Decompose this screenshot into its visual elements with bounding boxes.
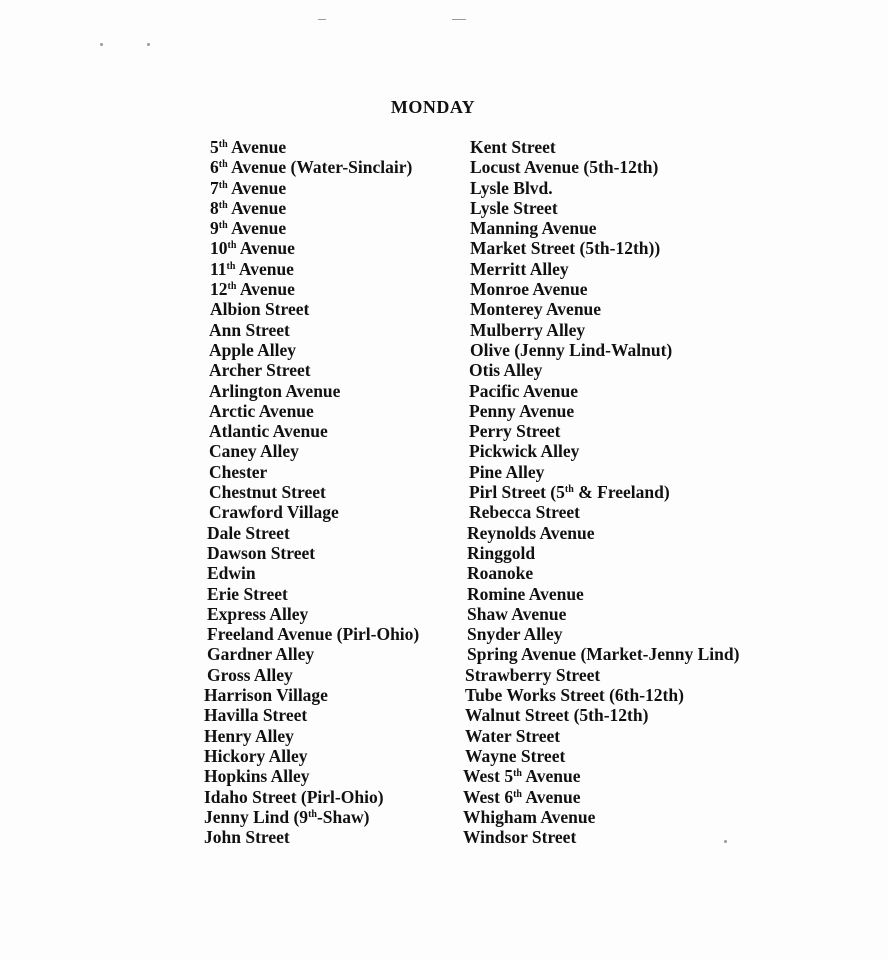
street-list-item	[210, 198, 419, 218]
street-name-text: Arlington Avenue	[209, 380, 341, 401]
street-name-text: Edwin	[207, 563, 256, 584]
street-list-item	[469, 482, 739, 502]
street-list-item	[207, 665, 419, 685]
street-name-text: Walnut Street (5th-12th)	[465, 705, 649, 726]
street-list-item	[469, 462, 739, 482]
street-name-text: Harrison Village	[204, 685, 328, 706]
street-name-text: Windsor Street	[463, 827, 577, 848]
ordinal-suffix: th	[226, 260, 236, 272]
street-list-item	[209, 421, 419, 441]
street-name-suffix-text: Avenue	[227, 218, 287, 239]
street-name-text: Monroe Avenue	[470, 279, 588, 300]
street-name-text: Arctic Avenue	[209, 400, 314, 421]
street-list-item	[463, 827, 739, 847]
street-name-text: Whigham Avenue	[463, 806, 596, 827]
street-name-text: Snyder Alley	[467, 624, 563, 645]
street-name-text: Express Alley	[207, 603, 309, 624]
street-list-item	[465, 746, 739, 766]
street-list-item	[463, 766, 739, 786]
street-name-text: Kent Street	[470, 137, 556, 157]
street-list-item	[209, 381, 419, 401]
ordinal-suffix: th	[513, 788, 522, 800]
street-list-item	[470, 178, 739, 198]
scan-speck	[452, 19, 466, 20]
street-name-text: Romine Avenue	[467, 583, 584, 604]
street-name-text: Market Street (5th-12th))	[470, 238, 661, 259]
scan-speck	[147, 43, 150, 46]
street-list-item	[467, 604, 739, 624]
ordinal-suffix: th	[227, 240, 237, 252]
street-name-suffix-text: Avenue	[236, 279, 295, 300]
street-list-item	[204, 827, 419, 847]
street-list-item	[469, 360, 739, 380]
street-name-text: Pacific Avenue	[469, 380, 579, 401]
street-name-text: 7	[210, 177, 219, 198]
street-list-item	[207, 584, 419, 604]
ordinal-suffix: th	[513, 768, 522, 780]
street-name-text: Henry Alley	[204, 725, 294, 746]
street-list-item	[210, 299, 419, 319]
street-list-item	[204, 685, 419, 705]
street-name-suffix-text: Avenue	[521, 786, 581, 807]
street-list-item	[470, 137, 739, 157]
street-name-text: Olive (Jenny Lind-Walnut)	[470, 339, 673, 360]
street-name-text: Hickory Alley	[204, 745, 308, 766]
street-name-text: Strawberry Street	[465, 664, 601, 685]
street-name-text: 5	[210, 137, 219, 157]
street-list-item	[207, 604, 419, 624]
street-list-item	[209, 401, 419, 421]
street-list-item	[465, 705, 739, 725]
street-name-suffix-text: Avenue	[227, 177, 287, 198]
ordinal-suffix: th	[218, 159, 228, 171]
street-list-item	[463, 787, 739, 807]
street-name-text: John Street	[204, 827, 290, 848]
street-name-text: Otis Alley	[469, 360, 543, 381]
street-name-suffix-text: Avenue	[235, 258, 294, 279]
street-name-text: 10	[210, 238, 228, 259]
street-list-item	[207, 624, 419, 644]
street-list-item	[209, 320, 419, 340]
street-name-text: Archer Street	[209, 360, 311, 381]
street-list-item	[207, 644, 419, 664]
street-list-item	[210, 218, 419, 238]
street-list-item	[470, 198, 739, 218]
street-list-item	[204, 807, 419, 827]
street-list-item	[210, 178, 419, 198]
street-list-item	[204, 746, 419, 766]
street-list-item	[207, 523, 419, 543]
street-name-text: Dale Street	[207, 522, 290, 543]
street-name-text: Mulberry Alley	[470, 319, 586, 340]
street-name-text: Hopkins Alley	[204, 766, 310, 787]
street-name-text: Shaw Avenue	[467, 603, 567, 624]
street-list-item	[470, 340, 739, 360]
street-name-text: Gardner Alley	[207, 644, 315, 665]
street-name-text: Tube Works Street (6th-12th)	[465, 685, 684, 706]
ordinal-suffix: th	[218, 199, 228, 211]
street-name-suffix-text: & Freeland)	[573, 482, 670, 503]
street-name-text: Apple Alley	[209, 339, 297, 360]
street-list-item	[470, 238, 739, 258]
street-name-text: Water Street	[465, 725, 561, 746]
street-name-text: West 6	[463, 786, 514, 807]
street-list-item	[204, 726, 419, 746]
street-name-text: Reynolds Avenue	[467, 522, 595, 543]
street-name-suffix-text: Avenue	[236, 238, 295, 259]
street-name-text: Erie Street	[207, 583, 288, 604]
street-name-text: 12	[210, 279, 228, 300]
street-list-item	[470, 218, 739, 238]
ordinal-suffix: th	[218, 179, 228, 191]
street-name-text: Perry Street	[469, 421, 561, 442]
street-list-item	[204, 766, 419, 786]
street-name-text: Ringgold	[467, 542, 536, 563]
street-list-item	[467, 624, 739, 644]
street-name-text: Pine Alley	[469, 461, 545, 482]
street-name-text: Albion Street	[210, 299, 310, 320]
street-name-text: Idaho Street (Pirl-Ohio)	[204, 786, 384, 807]
street-list-item	[467, 644, 739, 664]
street-name-text: Freeland Avenue (Pirl-Ohio)	[207, 624, 420, 645]
street-name-text: Monterey Avenue	[470, 299, 602, 320]
street-name-text: Atlantic Avenue	[209, 421, 328, 442]
street-name-suffix-text: -Shaw)	[316, 806, 370, 827]
street-name-text: Spring Avenue (Market-Jenny Lind)	[467, 644, 740, 665]
street-name-suffix-text: Avenue	[521, 766, 581, 787]
street-name-text: Merritt Alley	[470, 258, 569, 279]
street-name-text: Lysle Blvd.	[470, 177, 553, 198]
street-list-item	[469, 502, 739, 522]
street-name-suffix-text: Avenue	[227, 137, 287, 157]
street-list-item	[469, 421, 739, 441]
street-name-text: Lysle Street	[470, 197, 558, 218]
street-name-text: Ann Street	[209, 319, 290, 340]
street-name-text: Locust Avenue (5th-12th)	[470, 157, 659, 178]
street-name-text: Manning Avenue	[470, 218, 597, 239]
ordinal-suffix: th	[564, 484, 574, 496]
street-list-left	[204, 137, 420, 848]
street-list-item	[207, 563, 419, 583]
street-list-item	[210, 238, 419, 258]
street-list-item	[467, 584, 739, 604]
street-name-text: Chestnut Street	[209, 482, 326, 503]
street-list-item	[210, 137, 419, 157]
street-name-text: 6	[210, 157, 219, 178]
street-name-text: Dawson Street	[207, 542, 316, 563]
street-name-text: Rebecca Street	[469, 502, 580, 523]
street-name-text: Crawford Village	[209, 502, 339, 523]
street-list-item	[470, 299, 739, 319]
street-list-item	[209, 340, 419, 360]
ordinal-suffix: th	[218, 220, 228, 232]
street-list-item	[209, 360, 419, 380]
street-list-item	[465, 665, 739, 685]
street-name-text: Jenny Lind (9	[204, 806, 309, 827]
street-name-text: Roanoke	[467, 563, 534, 584]
street-list-item	[465, 726, 739, 746]
street-name-text: West 5	[463, 766, 514, 787]
street-name-text: 11	[210, 258, 227, 279]
street-list-item	[210, 279, 419, 299]
ordinal-suffix: th	[218, 139, 228, 150]
street-list-item	[469, 441, 739, 461]
street-name-text: Pirl Street (5	[469, 482, 565, 503]
street-list-item	[467, 563, 739, 583]
street-list-item	[204, 787, 419, 807]
scan-speck	[318, 19, 326, 20]
street-name-suffix-text: Avenue (Water-Sinclair)	[227, 157, 413, 178]
scan-speck	[100, 43, 103, 46]
ordinal-suffix: th	[227, 281, 237, 293]
street-list-item	[209, 441, 419, 461]
street-list-item	[469, 381, 739, 401]
street-list-item	[470, 279, 739, 299]
street-list-item	[465, 685, 739, 705]
street-list-item	[204, 705, 419, 725]
street-name-text: Caney Alley	[209, 441, 299, 462]
street-name-text: Pickwick Alley	[469, 441, 580, 462]
street-name-text: Havilla Street	[204, 705, 308, 726]
street-name-text: Gross Alley	[207, 664, 293, 685]
street-list-item	[469, 401, 739, 421]
ordinal-suffix: th	[308, 808, 317, 820]
street-name-text: Penny Avenue	[469, 400, 575, 421]
street-list-item	[463, 807, 739, 827]
street-name-text: Wayne Street	[465, 745, 566, 766]
street-list-item	[209, 482, 419, 502]
street-list-item	[470, 259, 739, 279]
street-name-text: Chester	[209, 461, 268, 482]
street-list-item	[470, 157, 739, 177]
street-list-item	[209, 462, 419, 482]
street-list-item	[209, 502, 419, 522]
street-name-suffix-text: Avenue	[227, 197, 287, 218]
street-list-item	[207, 543, 419, 563]
street-list-item	[470, 320, 739, 340]
street-list-item	[467, 543, 739, 563]
street-name-text: 9	[210, 218, 219, 239]
street-list-item	[210, 157, 419, 177]
street-name-text: 8	[210, 197, 219, 218]
street-list-item	[210, 259, 419, 279]
street-list-right	[463, 137, 740, 848]
page-title: MONDAY	[390, 97, 476, 117]
street-list-item	[467, 523, 739, 543]
